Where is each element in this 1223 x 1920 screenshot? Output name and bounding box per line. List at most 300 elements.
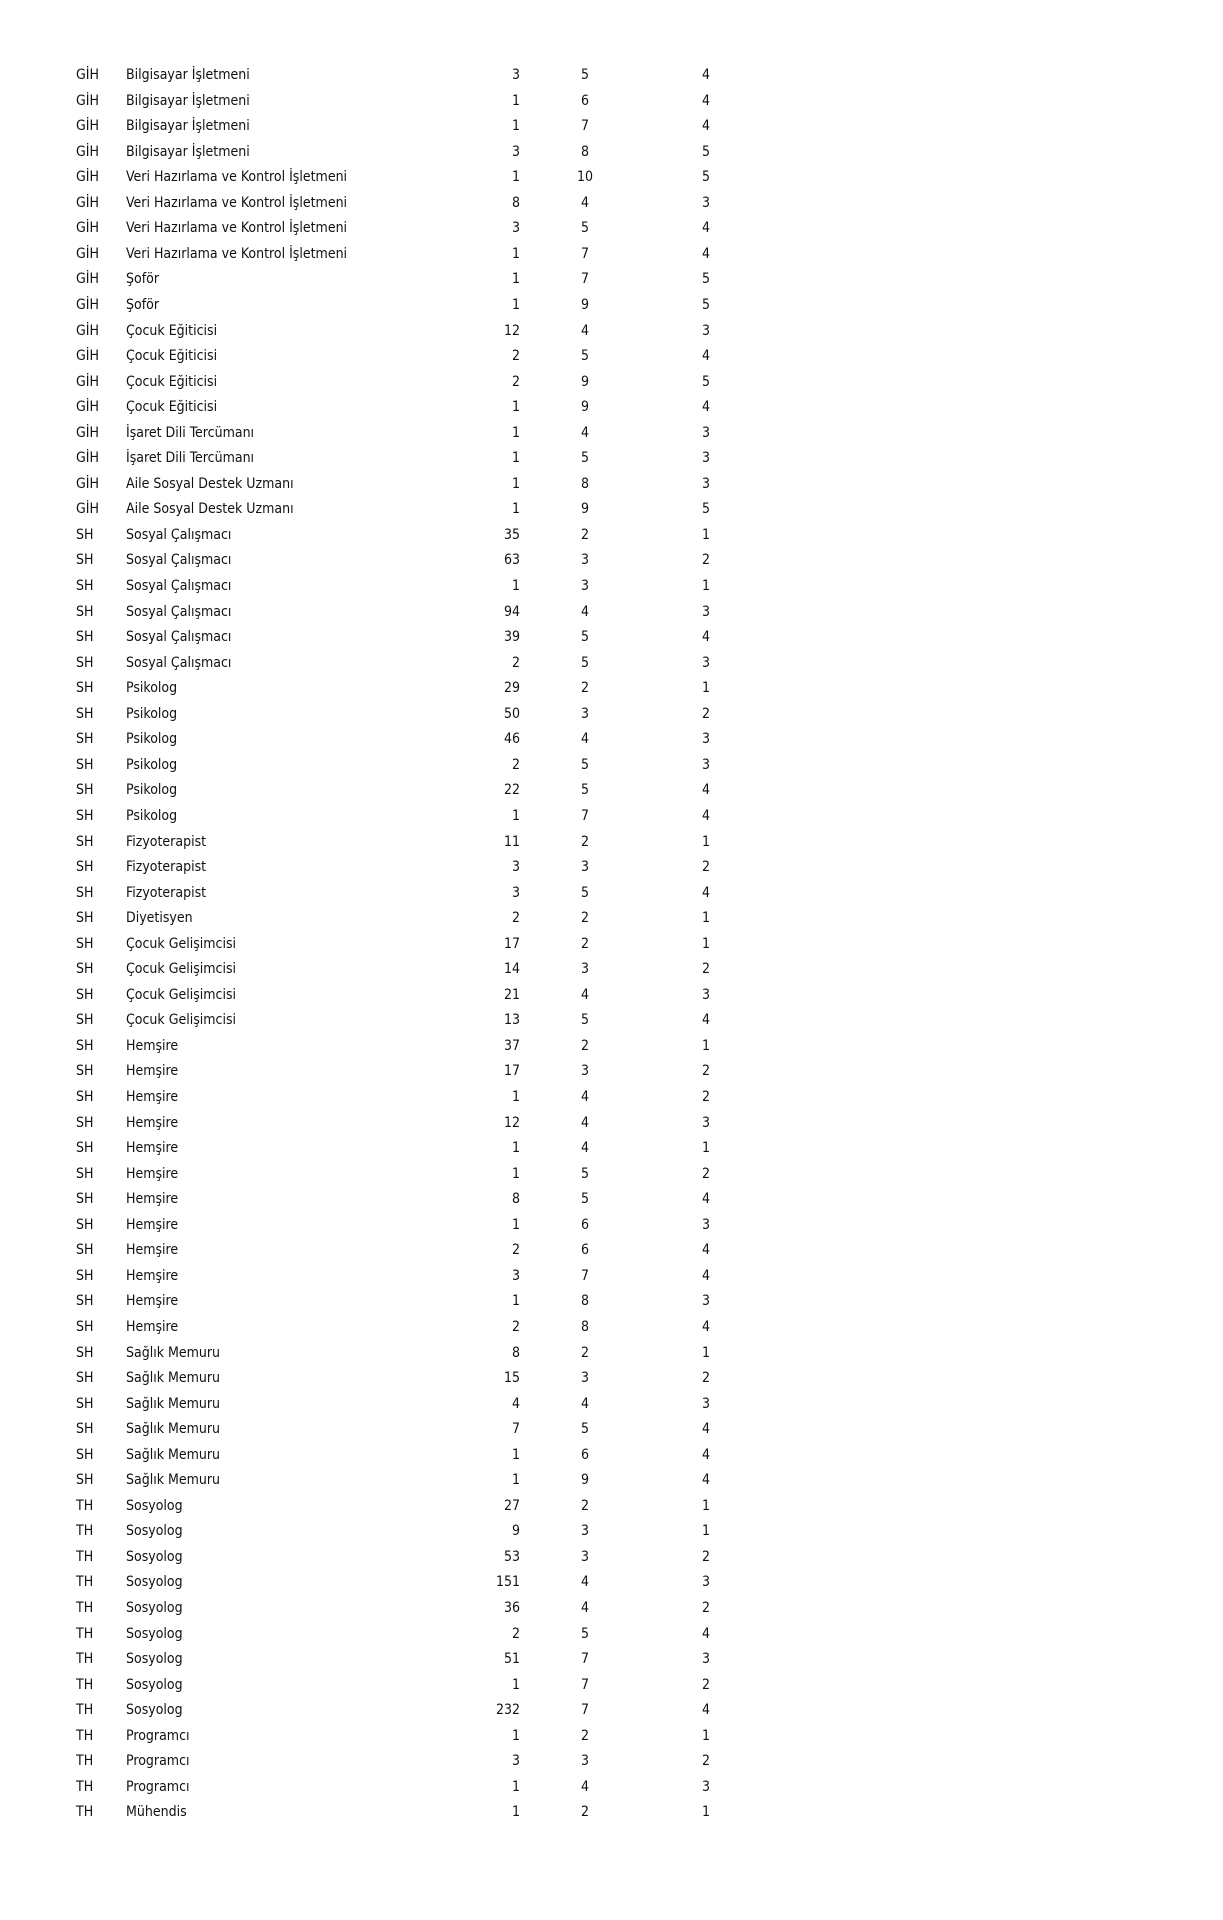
step-cell: 2: [701, 961, 710, 978]
table-row: [0, 89, 1223, 114]
count-cell: 151: [495, 1574, 520, 1591]
table-row: [0, 421, 1223, 446]
class-cell: TH: [76, 1574, 94, 1591]
class-cell: SH: [76, 1472, 94, 1489]
title-cell: Bilgisayar İşletmeni: [126, 118, 250, 135]
table-row: [0, 1596, 1223, 1621]
grade-cell: 5: [580, 1012, 589, 1029]
table-row: [0, 1749, 1223, 1774]
class-cell: SH: [76, 654, 94, 671]
step-cell: 4: [701, 1472, 710, 1489]
table-row: [0, 523, 1223, 548]
step-cell: 3: [701, 1114, 710, 1131]
class-cell: GİH: [76, 220, 99, 237]
grade-cell: 10: [576, 169, 594, 186]
title-cell: Psikolog: [126, 705, 178, 722]
count-cell: 3: [511, 67, 520, 83]
grade-cell: 7: [580, 807, 589, 824]
grade-cell: 5: [580, 1625, 589, 1642]
title-cell: Sosyal Çalışmacı: [126, 552, 232, 569]
title-cell: Hemşire: [126, 1037, 179, 1054]
count-cell: 1: [511, 450, 520, 467]
grade-cell: 7: [580, 1267, 589, 1284]
count-cell: 1: [511, 501, 520, 518]
step-cell: 4: [701, 1242, 710, 1259]
class-cell: GİH: [76, 348, 99, 365]
title-cell: İşaret Dili Tercümanı: [126, 424, 255, 441]
count-cell: 27: [503, 1497, 520, 1514]
table-row: [0, 395, 1223, 420]
class-cell: SH: [76, 526, 94, 543]
grade-cell: 4: [580, 603, 589, 620]
class-cell: SH: [76, 859, 94, 876]
count-cell: 232: [495, 1702, 520, 1719]
title-cell: Hemşire: [126, 1140, 179, 1157]
title-cell: Sosyolog: [126, 1548, 183, 1565]
table-row: [0, 165, 1223, 190]
class-cell: SH: [76, 705, 94, 722]
title-cell: Sağlık Memuru: [126, 1370, 221, 1387]
table-row: [0, 63, 1223, 88]
count-cell: 36: [503, 1600, 520, 1616]
count-cell: 1: [511, 1676, 520, 1693]
table-row: [0, 1366, 1223, 1391]
class-cell: TH: [76, 1625, 94, 1642]
table-row: [0, 855, 1223, 880]
class-cell: TH: [76, 1600, 94, 1616]
table-row: [0, 1008, 1223, 1033]
title-cell: Sosyal Çalışmacı: [126, 654, 232, 671]
count-cell: 1: [511, 1140, 520, 1157]
step-cell: 4: [701, 1012, 710, 1029]
step-cell: 4: [701, 1191, 710, 1208]
count-cell: 3: [511, 220, 520, 237]
step-cell: 3: [701, 731, 710, 748]
title-cell: Çocuk Eğiticisi: [126, 399, 218, 416]
table-row: [0, 727, 1223, 752]
title-cell: Hemşire: [126, 1267, 179, 1284]
count-cell: 1: [511, 296, 520, 313]
table-row: [0, 191, 1223, 216]
title-cell: Sosyolog: [126, 1625, 183, 1642]
count-cell: 35: [503, 526, 520, 543]
class-cell: GİH: [76, 322, 99, 339]
class-cell: SH: [76, 1114, 94, 1131]
count-cell: 17: [503, 935, 520, 952]
title-cell: Sağlık Memuru: [126, 1472, 221, 1489]
table-row: [0, 1468, 1223, 1493]
table-row: [0, 293, 1223, 318]
step-cell: 5: [701, 296, 710, 313]
table-row: [0, 1162, 1223, 1187]
grade-cell: 4: [580, 424, 589, 441]
count-cell: 1: [511, 578, 520, 594]
step-cell: 1: [701, 1140, 710, 1157]
grade-cell: 9: [580, 501, 589, 518]
class-cell: GİH: [76, 475, 99, 492]
table-row: [0, 1494, 1223, 1519]
grade-cell: 5: [580, 67, 589, 83]
step-cell: 4: [701, 1267, 710, 1284]
grade-cell: 2: [580, 680, 589, 697]
title-cell: Çocuk Gelişimcisi: [126, 1012, 237, 1029]
class-cell: SH: [76, 833, 94, 850]
step-cell: 4: [701, 67, 710, 83]
grade-cell: 5: [580, 1191, 589, 1208]
table-row: [0, 1545, 1223, 1570]
title-cell: Fizyoterapist: [126, 833, 207, 850]
class-cell: SH: [76, 1165, 94, 1182]
table-row: [0, 1238, 1223, 1263]
title-cell: Çocuk Gelişimcisi: [126, 935, 237, 952]
table-row: [0, 1034, 1223, 1059]
count-cell: 1: [511, 1293, 520, 1310]
step-cell: 4: [701, 1625, 710, 1642]
class-cell: TH: [76, 1497, 94, 1514]
step-cell: 4: [701, 1421, 710, 1438]
step-cell: 4: [701, 348, 710, 365]
class-cell: GİH: [76, 245, 99, 262]
class-cell: GİH: [76, 92, 99, 109]
grade-cell: 3: [580, 578, 589, 594]
step-cell: 2: [701, 1063, 710, 1080]
table-row: [0, 1417, 1223, 1442]
title-cell: Sosyal Çalışmacı: [126, 526, 232, 543]
title-cell: Şoför: [126, 271, 160, 288]
grade-cell: 3: [580, 1548, 589, 1565]
class-cell: SH: [76, 1140, 94, 1157]
class-cell: SH: [76, 1216, 94, 1233]
grade-cell: 4: [580, 1600, 589, 1616]
table-row: [0, 957, 1223, 982]
step-cell: 3: [701, 475, 710, 492]
step-cell: 5: [701, 271, 710, 288]
title-cell: Psikolog: [126, 756, 178, 773]
grade-cell: 4: [580, 1140, 589, 1157]
title-cell: Bilgisayar İşletmeni: [126, 92, 250, 109]
class-cell: SH: [76, 986, 94, 1003]
title-cell: Sosyal Çalışmacı: [126, 629, 232, 646]
table-row: [0, 216, 1223, 241]
table-row: [0, 804, 1223, 829]
title-cell: Sosyolog: [126, 1702, 183, 1719]
title-cell: Çocuk Eğiticisi: [126, 373, 218, 390]
table-row: [0, 830, 1223, 855]
class-cell: GİH: [76, 118, 99, 135]
table-row: [0, 676, 1223, 701]
grade-cell: 4: [580, 731, 589, 748]
step-cell: 1: [701, 680, 710, 697]
count-cell: 29: [503, 680, 520, 697]
count-cell: 2: [511, 654, 520, 671]
grade-cell: 8: [580, 475, 589, 492]
table-row: [0, 472, 1223, 497]
title-cell: Veri Hazırlama ve Kontrol İşletmeni: [126, 194, 348, 211]
title-cell: Hemşire: [126, 1114, 179, 1131]
title-cell: Veri Hazırlama ve Kontrol İşletmeni: [126, 169, 348, 186]
class-cell: SH: [76, 552, 94, 569]
table-row: [0, 625, 1223, 650]
step-cell: 4: [701, 399, 710, 416]
title-cell: Diyetisyen: [126, 910, 193, 927]
class-cell: GİH: [76, 399, 99, 416]
class-cell: SH: [76, 1421, 94, 1438]
count-cell: 22: [503, 782, 520, 799]
table-row: [0, 1111, 1223, 1136]
step-cell: 1: [701, 1727, 710, 1744]
title-cell: Hemşire: [126, 1318, 179, 1335]
table-row: [0, 446, 1223, 471]
table-row: [0, 319, 1223, 344]
class-cell: SH: [76, 756, 94, 773]
step-cell: 3: [701, 322, 710, 339]
table-row: [0, 1570, 1223, 1595]
class-cell: SH: [76, 731, 94, 748]
grade-cell: 5: [580, 884, 589, 901]
grade-cell: 2: [580, 910, 589, 927]
table-row: [0, 1519, 1223, 1544]
table-row: [0, 267, 1223, 292]
table-row: [0, 702, 1223, 727]
class-cell: GİH: [76, 373, 99, 390]
grade-cell: 3: [580, 705, 589, 722]
step-cell: 3: [701, 1778, 710, 1795]
count-cell: 46: [503, 731, 520, 748]
grade-cell: 2: [580, 1497, 589, 1514]
class-cell: SH: [76, 1395, 94, 1412]
count-cell: 3: [511, 1753, 520, 1770]
table-row: [0, 140, 1223, 165]
class-cell: SH: [76, 1037, 94, 1054]
step-cell: 3: [701, 986, 710, 1003]
count-cell: 1: [511, 475, 520, 492]
class-cell: SH: [76, 629, 94, 646]
grade-cell: 2: [580, 833, 589, 850]
class-cell: GİH: [76, 169, 99, 186]
count-cell: 1: [511, 1216, 520, 1233]
grade-cell: 9: [580, 296, 589, 313]
step-cell: 5: [701, 169, 710, 186]
title-cell: Psikolog: [126, 680, 178, 697]
count-cell: 12: [503, 322, 520, 339]
count-cell: 17: [503, 1063, 520, 1080]
table-row: [0, 1698, 1223, 1723]
title-cell: Hemşire: [126, 1191, 179, 1208]
grade-cell: 6: [580, 1242, 589, 1259]
class-cell: SH: [76, 1063, 94, 1080]
step-cell: 3: [701, 424, 710, 441]
title-cell: Şoför: [126, 296, 160, 313]
title-cell: Psikolog: [126, 807, 178, 824]
table-row: [0, 1136, 1223, 1161]
grade-cell: 3: [580, 552, 589, 569]
step-cell: 3: [701, 1293, 710, 1310]
grade-cell: 5: [580, 450, 589, 467]
count-cell: 37: [503, 1037, 520, 1054]
title-cell: Fizyoterapist: [126, 884, 207, 901]
class-cell: TH: [76, 1753, 94, 1770]
title-cell: Psikolog: [126, 782, 178, 799]
grade-cell: 7: [580, 245, 589, 262]
step-cell: 3: [701, 1395, 710, 1412]
title-cell: Sağlık Memuru: [126, 1446, 221, 1463]
count-cell: 39: [503, 629, 520, 646]
title-cell: Sosyolog: [126, 1574, 183, 1591]
step-cell: 4: [701, 807, 710, 824]
count-cell: 2: [511, 348, 520, 365]
class-cell: SH: [76, 1293, 94, 1310]
table-row: [0, 1264, 1223, 1289]
count-cell: 12: [503, 1114, 520, 1131]
step-cell: 4: [701, 1446, 710, 1463]
table-row: [0, 600, 1223, 625]
count-cell: 1: [511, 118, 520, 135]
grade-cell: 4: [580, 1089, 589, 1105]
step-cell: 4: [701, 782, 710, 799]
class-cell: SH: [76, 578, 94, 594]
class-cell: SH: [76, 1370, 94, 1387]
class-cell: SH: [76, 1012, 94, 1029]
step-cell: 2: [701, 1089, 710, 1105]
table-row: [0, 548, 1223, 573]
table-row: [0, 932, 1223, 957]
grade-cell: 2: [580, 1804, 589, 1821]
class-cell: SH: [76, 603, 94, 620]
count-cell: 1: [511, 1446, 520, 1463]
table-row: [0, 1315, 1223, 1340]
grade-cell: 3: [580, 859, 589, 876]
table-row: [0, 344, 1223, 369]
title-cell: Psikolog: [126, 731, 178, 748]
class-cell: SH: [76, 1318, 94, 1335]
title-cell: Mühendis: [126, 1804, 187, 1821]
grade-cell: 4: [580, 1778, 589, 1795]
grade-cell: 5: [580, 629, 589, 646]
title-cell: Çocuk Eğiticisi: [126, 322, 218, 339]
table-row: [0, 753, 1223, 778]
step-cell: 1: [701, 910, 710, 927]
title-cell: Sosyolog: [126, 1600, 183, 1616]
grade-cell: 3: [580, 1370, 589, 1387]
count-cell: 1: [511, 245, 520, 262]
grade-cell: 4: [580, 1395, 589, 1412]
title-cell: Sosyal Çalışmacı: [126, 603, 232, 620]
grade-cell: 7: [580, 118, 589, 135]
table-row: [0, 778, 1223, 803]
class-cell: SH: [76, 1344, 94, 1361]
count-cell: 1: [511, 424, 520, 441]
step-cell: 4: [701, 1702, 710, 1719]
grade-cell: 6: [580, 92, 589, 109]
grade-cell: 8: [580, 143, 589, 160]
title-cell: Veri Hazırlama ve Kontrol İşletmeni: [126, 220, 348, 237]
grade-cell: 5: [580, 348, 589, 365]
title-cell: Sosyolog: [126, 1523, 183, 1540]
grade-cell: 6: [580, 1446, 589, 1463]
step-cell: 3: [701, 1216, 710, 1233]
table-row: [0, 651, 1223, 676]
grade-cell: 2: [580, 1344, 589, 1361]
count-cell: 2: [511, 1242, 520, 1259]
count-cell: 2: [511, 1625, 520, 1642]
step-cell: 2: [701, 552, 710, 569]
class-cell: TH: [76, 1778, 94, 1795]
table-row: [0, 574, 1223, 599]
step-cell: 4: [701, 220, 710, 237]
table-row: [0, 1085, 1223, 1110]
grade-cell: 5: [580, 1165, 589, 1182]
class-cell: SH: [76, 961, 94, 978]
title-cell: Bilgisayar İşletmeni: [126, 67, 250, 83]
count-cell: 3: [511, 1267, 520, 1284]
table-row: [0, 1059, 1223, 1084]
class-cell: GİH: [76, 67, 99, 83]
class-cell: GİH: [76, 194, 99, 211]
step-cell: 4: [701, 118, 710, 135]
count-cell: 1: [511, 271, 520, 288]
step-cell: 1: [701, 1344, 710, 1361]
class-cell: GİH: [76, 501, 99, 518]
step-cell: 1: [701, 1804, 710, 1821]
grade-cell: 4: [580, 194, 589, 211]
grade-cell: 2: [580, 1727, 589, 1744]
grade-cell: 5: [580, 654, 589, 671]
class-cell: SH: [76, 807, 94, 824]
grade-cell: 3: [580, 1523, 589, 1540]
title-cell: Sosyolog: [126, 1497, 183, 1514]
grade-cell: 4: [580, 322, 589, 339]
step-cell: 2: [701, 1753, 710, 1770]
grade-cell: 9: [580, 1472, 589, 1489]
table-row: [0, 1392, 1223, 1417]
class-cell: GİH: [76, 143, 99, 160]
class-cell: SH: [76, 680, 94, 697]
step-cell: 3: [701, 1651, 710, 1668]
title-cell: Çocuk Eğiticisi: [126, 348, 218, 365]
grade-cell: 7: [580, 1702, 589, 1719]
count-cell: 14: [503, 961, 520, 978]
count-cell: 1: [511, 1472, 520, 1489]
class-cell: GİH: [76, 424, 99, 441]
class-cell: SH: [76, 1242, 94, 1259]
title-cell: Sosyolog: [126, 1651, 183, 1668]
table-row: [0, 1213, 1223, 1238]
count-cell: 1: [511, 1165, 520, 1182]
count-cell: 1: [511, 1778, 520, 1795]
table-row: [0, 1800, 1223, 1825]
title-cell: Sağlık Memuru: [126, 1344, 221, 1361]
count-cell: 11: [503, 833, 520, 850]
class-cell: GİH: [76, 296, 99, 313]
step-cell: 4: [701, 629, 710, 646]
count-cell: 1: [511, 1727, 520, 1744]
table-row: [0, 1622, 1223, 1647]
count-cell: 3: [511, 859, 520, 876]
grade-cell: 9: [580, 373, 589, 390]
grade-cell: 2: [580, 1037, 589, 1054]
grade-cell: 3: [580, 1063, 589, 1080]
title-cell: Çocuk Gelişimcisi: [126, 986, 237, 1003]
count-cell: 1: [511, 92, 520, 109]
class-cell: SH: [76, 910, 94, 927]
grade-cell: 4: [580, 986, 589, 1003]
count-cell: 1: [511, 1804, 520, 1821]
step-cell: 2: [701, 1600, 710, 1616]
title-cell: Sağlık Memuru: [126, 1395, 221, 1412]
step-cell: 2: [701, 1548, 710, 1565]
count-cell: 2: [511, 910, 520, 927]
count-cell: 51: [503, 1651, 520, 1668]
